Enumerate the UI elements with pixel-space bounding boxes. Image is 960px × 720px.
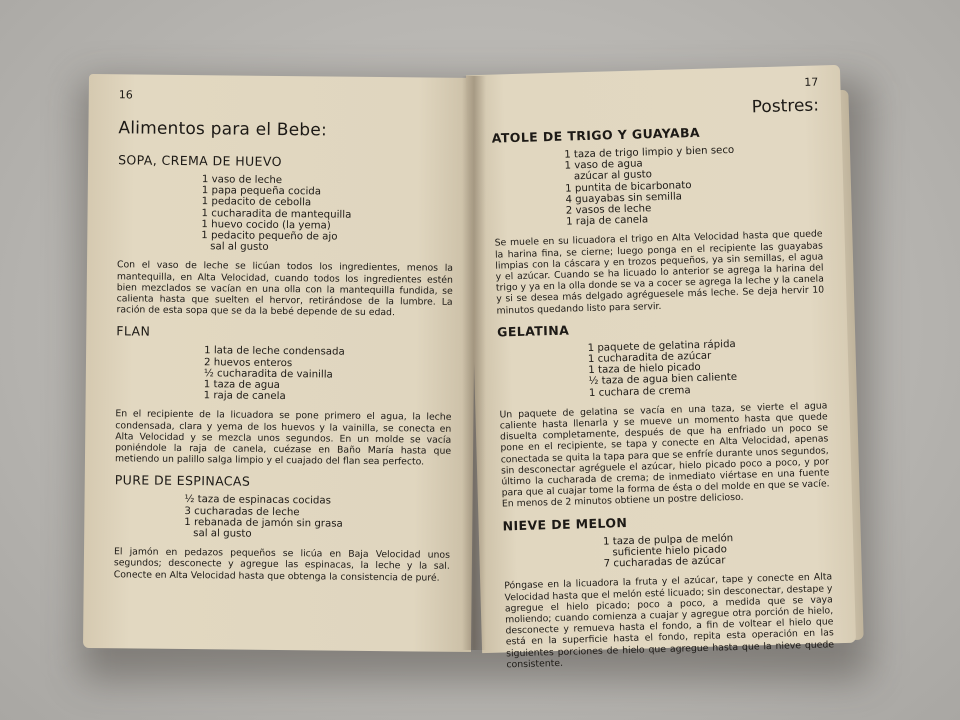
recipe-title-gelatina: GELATINA — [496, 322, 570, 340]
ingredient-item: 2 huevos enteros — [203, 356, 293, 369]
ingredient-item: 1 vaso de leche — [201, 174, 283, 187]
ingredient-item: 1 raja de canela — [203, 390, 286, 403]
recipe-instructions-flan: En el recipiente de la licuadora se pone primero el agua, la leche condensada, clara y yema de los huevos y la vainilla, se conecta en Alta Velocidad y se mezcla unos segundos. En un molde se vacía poniéndole la raja de canela, cuézase en Baño María hasta que metiendo un palillo salga limpio y el cuajado del flan sea perfecto. — [114, 408, 452, 468]
ingredient-list-gelatina — [498, 336, 827, 401]
right-page-heading: Postres: — [751, 95, 820, 118]
right-page — [466, 65, 856, 671]
recipe-title-nieve: NIEVE DE MELON — [502, 514, 628, 534]
ingredient-list-nieve — [503, 530, 832, 573]
left-page-heading: Alimentos para el Bebe: — [118, 118, 328, 141]
ingredient-item: 2 vasos de leche — [565, 203, 652, 217]
recipe-instructions-pure-espinacas: El jamón en pedazos pequeños se licúa en Baja Velocidad unos segundos; desconecte y agregue las espinacas, la leche y la sal. Conecte en Alta Velocidad hasta que obtenga la consistencia de puré. — [113, 546, 451, 584]
recipe-title-pure-espinacas: PURE DE ESPINACAS — [114, 472, 251, 490]
ingredient-list-pure-espinacas — [114, 494, 450, 542]
ingredient-item: 1 lata de leche condensada — [204, 345, 345, 359]
ingredient-item: 1 paquete de gelatina rápida — [587, 338, 736, 354]
ingredient-item: 1 pedacito de cebolla — [201, 196, 312, 209]
ingredient-item: ½ taza de espinacas cocidas — [184, 494, 332, 508]
recipe-title-sopa: SOPA, CREMA DE HUEVO — [118, 152, 282, 170]
ingredient-item: azúcar al gusto — [573, 169, 653, 183]
ingredient-item: 1 taza de trigo limpio y bien seco — [564, 144, 735, 161]
ingredient-item: sal al gusto — [210, 241, 269, 254]
page-number-right: 17 — [804, 75, 819, 89]
book-gutter — [462, 76, 486, 650]
ingredient-item: 1 pedacito pequeño de ajo — [201, 230, 338, 243]
ingredient-item: 1 cucharadita de mantequilla — [201, 207, 352, 221]
ingredient-item: 1 puntita de bicarbonato — [565, 179, 692, 195]
left-page — [83, 74, 477, 652]
recipe-instructions-sopa: Con el vaso de leche se licúan todos los ingredientes, menos la mantequilla, en Alta Velocidad, cuando todos los ingredientes estén bien mezclados se vacían en una olla con la mantequilla fundida, se calienta hasta que suelten el hervor, retirándose de la lumbre. La ración de esta sopa que se da la bebé depende de su edad. — [116, 259, 454, 319]
recipe-instructions-gelatina: Un paquete de gelatina se vacía en una taza, se vierte el agua caliente hasta llenarla y se mueve un momento hasta que quede disuelta completamente, después de que ha enfriado un poco se pone en el recipiente, se tapa y conecte en Alta Velocidad, apenas conectada se quita la tapa para que se enfríe durante unos segundos, sin desconectar agréguele el azúcar, hielo picado poco a poco, y por último la cucharada de crema; de inmediato viértase en una fuente para que al cuajar tome la forma de ésta o del molde en que se vacíe. En menos de 2 minutos obtiene un postre delicioso. — [499, 400, 830, 510]
ingredient-item: 3 cucharadas de leche — [184, 505, 300, 518]
ingredient-item: suficiente hielo picado — [612, 544, 728, 559]
recipe-instructions-atole: Se muele en su licuadora el trigo en Alta Velocidad hasta que quede la harina fina, se cierne; luego ponga en el recipiente las guayabas limpias con la cáscara y en trozos pequeños, ya sin semillas, el agua y el azúcar. Cuando se ha licuado lo anterior se agrega la harina del trigo y ya en la olla donde se va a cocer se agrega la leche y la canela y si se desea más delgado agréguesele más leche. Se deja hervir 10 minutos quedando listo para servir. — [494, 228, 825, 317]
ingredient-item: 1 taza de pulpa de melón — [602, 532, 734, 548]
ingredient-item: sal al gusto — [193, 528, 252, 540]
ingredient-item: 1 taza de agua — [203, 379, 280, 392]
ingredient-item: 1 rebanada de jamón sin grasa — [184, 516, 343, 530]
ingredient-list-atole — [492, 142, 822, 230]
ingredient-item: 1 taza de hielo picado — [588, 362, 701, 377]
ingredient-item: ½ cucharadita de vainilla — [203, 368, 333, 381]
recipe-title-atole: ATOLE DE TRIGO Y GUAYABA — [491, 124, 701, 146]
recipe-title-flan: FLAN — [116, 323, 151, 340]
ingredient-item: ½ taza de agua bien caliente — [588, 372, 738, 388]
ingredient-item: 7 cucharadas de azúcar — [603, 555, 726, 570]
ingredient-item: 1 cucharadita de azúcar — [587, 350, 712, 366]
recipe-instructions-nieve: Póngase en la licuadora la fruta y el azúcar, tape y conecte en Alta Velocidad hasta que el melón esté licuado; sin desconectar, destape y agregue el hielo picado; poco a poco, a medida que se vaya moliendo; cuando comienza a cuajar y agregue otra porción de hielo, desconecte y remueva hasta el fondo, a fin de voltear el hielo que está en la superficie hasta el fondo, repita esta operación en las siguientes porciones de hielo que agregue hasta que la nieve quede consistente. — [504, 571, 835, 671]
ingredient-item: 1 raja de canela — [565, 214, 649, 228]
ingredient-item: 4 guayabas sin semilla — [565, 191, 683, 206]
ingredient-item: 1 papa pequeña cocida — [201, 185, 322, 198]
ingredient-list-flan — [116, 345, 453, 405]
ingredient-item: 1 cuchara de crema — [588, 384, 691, 399]
ingredient-item: 1 huevo cocido (la yema) — [201, 218, 331, 232]
page-number-left: 16 — [118, 88, 133, 102]
ingredient-list-sopa — [117, 173, 454, 255]
ingredient-item: 1 vaso de agua — [564, 158, 643, 172]
